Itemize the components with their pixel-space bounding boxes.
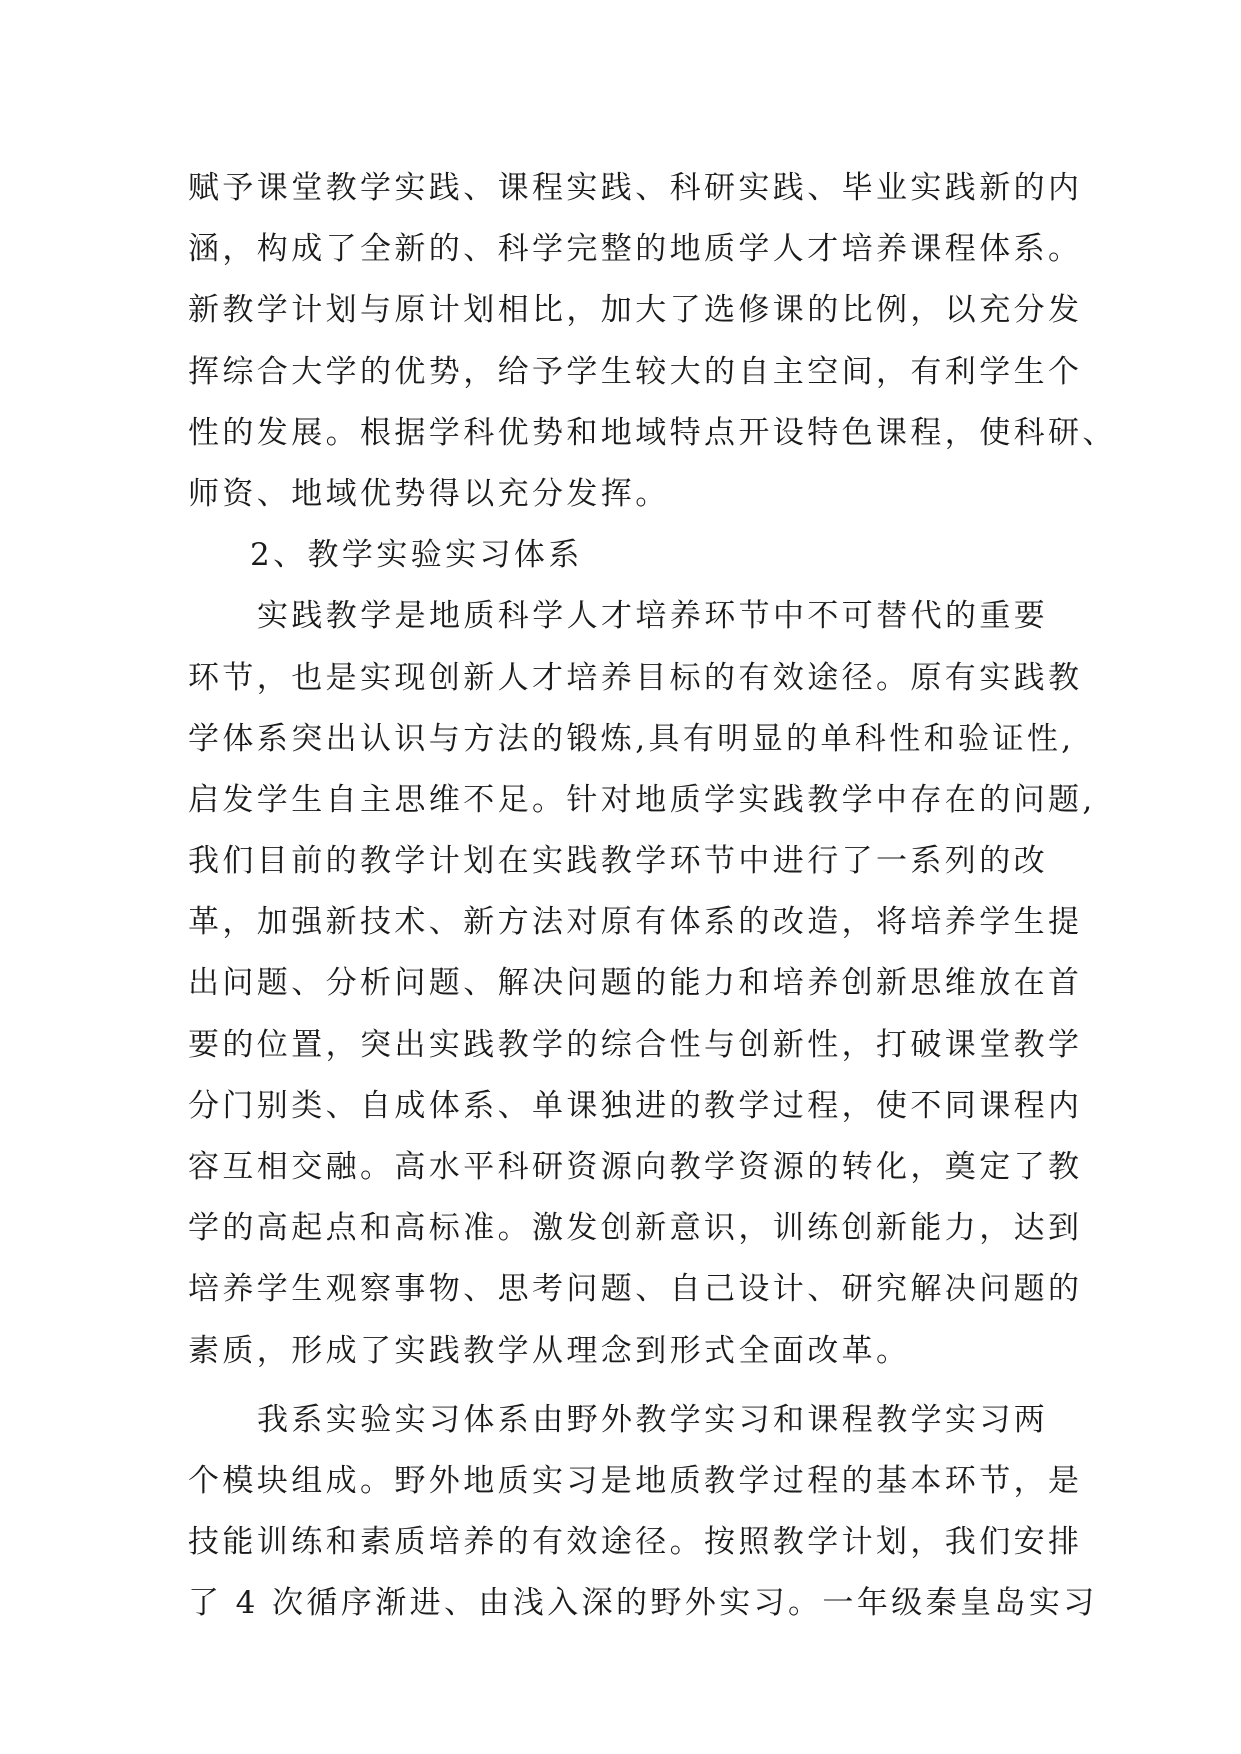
text-line: 师资、地域优势得以充分发挥。	[188, 475, 670, 512]
paragraph-lab-internship	[188, 1390, 1098, 1635]
section-heading-text: 2、教学实验实习体系	[250, 537, 583, 574]
text-line: 实践教学是地质科学人才培养环节中不可替代的重要	[257, 598, 1049, 635]
paragraph-gap	[188, 1382, 1068, 1390]
paragraph-curriculum	[188, 158, 1117, 525]
text-line: 赋予课堂教学实践、课程实践、科研实践、毕业实践新的内	[188, 170, 1083, 206]
text-line: 了 4 次循序渐进、由浅入深的野外实习。一年级秦皇岛实习	[188, 1585, 1098, 1622]
text-line: 培养学生观察事物、思考问题、自己设计、研究解决问题的	[188, 1271, 1083, 1308]
text-line: 学体系突出认识与方法的锻炼,具有明显的单科性和验证性,	[188, 720, 1075, 757]
text-line: 环节，也是实现创新人才培养目标的有效途径。原有实践教	[188, 659, 1083, 696]
document-body	[188, 158, 1117, 1635]
text-line: 个模块组成。野外地质实习是地质教学过程的基本环节，是	[188, 1462, 1083, 1499]
text-line: 涵，构成了全新的、科学完整的地质学人才培养课程体系。	[188, 231, 1083, 268]
text-line: 学的高起点和高标准。激发创新意识，训练创新能力，达到	[188, 1210, 1083, 1247]
text-line: 素质，形成了实践教学从理念到形式全面改革。	[188, 1332, 911, 1369]
text-line: 启发学生自主思维不足。针对地质学实践教学中存在的问题,	[188, 781, 1096, 818]
text-line: 出问题、分析问题、解决问题的能力和培养创新思维放在首	[188, 965, 1083, 1002]
text-line: 挥综合大学的优势，给予学生较大的自主空间，有利学生个	[188, 353, 1083, 390]
text-line: 技能训练和素质培养的有效途径。按照教学计划，我们安排	[188, 1524, 1083, 1561]
text-line: 新教学计划与原计划相比，加大了选修课的比例，以充分发	[188, 292, 1083, 329]
text-line: 我们目前的教学计划在实践教学环节中进行了一系列的改	[188, 843, 1048, 880]
text-line: 分门别类、自成体系、单课独进的教学过程，使不同课程内	[188, 1087, 1083, 1124]
section-heading	[188, 525, 1068, 586]
text-line: 革，加强新技术、新方法对原有体系的改造，将培养学生提	[188, 904, 1083, 941]
text-line: 容互相交融。高水平科研资源向教学资源的转化，奠定了教	[188, 1149, 1083, 1185]
text-line: 要的位置，突出实践教学的综合性与创新性，打破课堂教学	[188, 1026, 1083, 1063]
text-line: 性的发展。根据学科优势和地域特点开设特色课程，使科研、	[188, 414, 1117, 451]
text-line: 我系实验实习体系由野外教学实习和课程教学实习两	[257, 1401, 1049, 1438]
paragraph-practice-teaching	[188, 586, 1096, 1381]
